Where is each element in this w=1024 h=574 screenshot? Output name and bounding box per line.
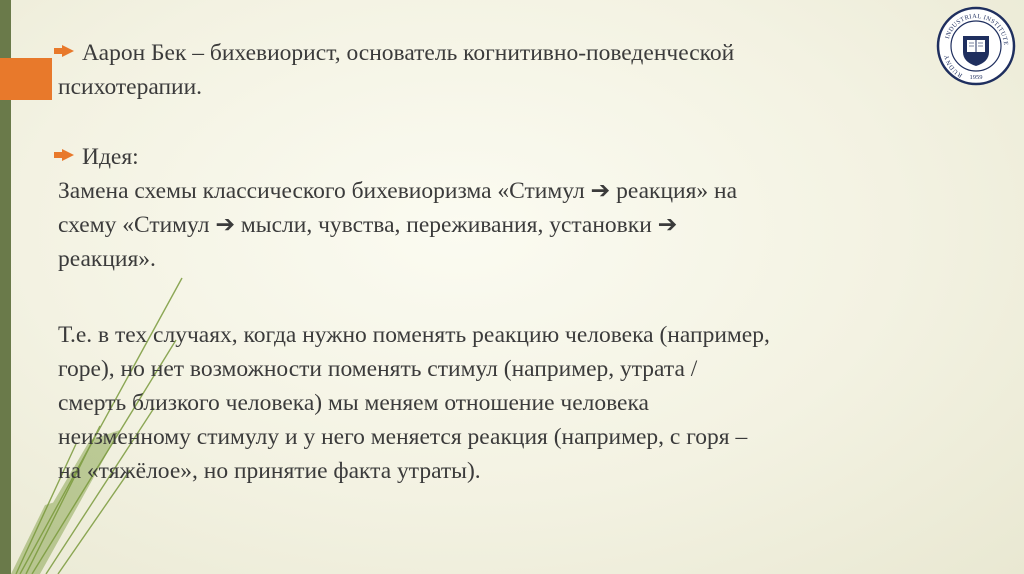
orange-arrow-bullet-icon xyxy=(62,45,74,57)
logo-left-text: RUDNY xyxy=(943,53,964,79)
bullet1-line2: психотерапии. xyxy=(58,74,203,100)
idea-line: реакция». xyxy=(58,246,156,272)
paragraph-line: неизменному стимулу и у него меняется реакция (например, с горя – xyxy=(58,424,748,450)
paragraph-line: Т.е. в тех случаях, когда нужно поменять реакцию человека (например, xyxy=(58,322,770,348)
logo-top-text: INDUSTRIAL INSTITUTE xyxy=(944,12,1010,46)
paragraph-line: смерть близкого человека) мы меняем отношение человека xyxy=(58,390,649,416)
explanation-paragraph xyxy=(58,318,993,488)
bullet1-line1: Аарон Бек – бихевиорист, основатель когнитивно-поведенческой xyxy=(82,40,735,66)
paragraph-line: на «тяжёлое», но принятие факта утраты). xyxy=(58,458,481,484)
idea-line: схему «Стимул ➔ мысли, чувства, переживания, установки ➔ xyxy=(58,212,678,238)
orange-arrow-bullet-icon xyxy=(62,149,74,161)
idea-line: Замена схемы классического бихевиоризма «Стимул ➔ реакция» на xyxy=(58,178,738,204)
paragraph-line: горе), но нет возможности поменять стимул (например, утрата / xyxy=(58,356,698,382)
logo-year: 1959 xyxy=(969,74,983,81)
idea-heading: Идея: xyxy=(82,144,139,170)
bullet-idea xyxy=(58,140,993,276)
orange-tab xyxy=(0,58,52,100)
institute-emblem-icon xyxy=(936,6,1016,86)
bullet-founder xyxy=(58,36,993,104)
